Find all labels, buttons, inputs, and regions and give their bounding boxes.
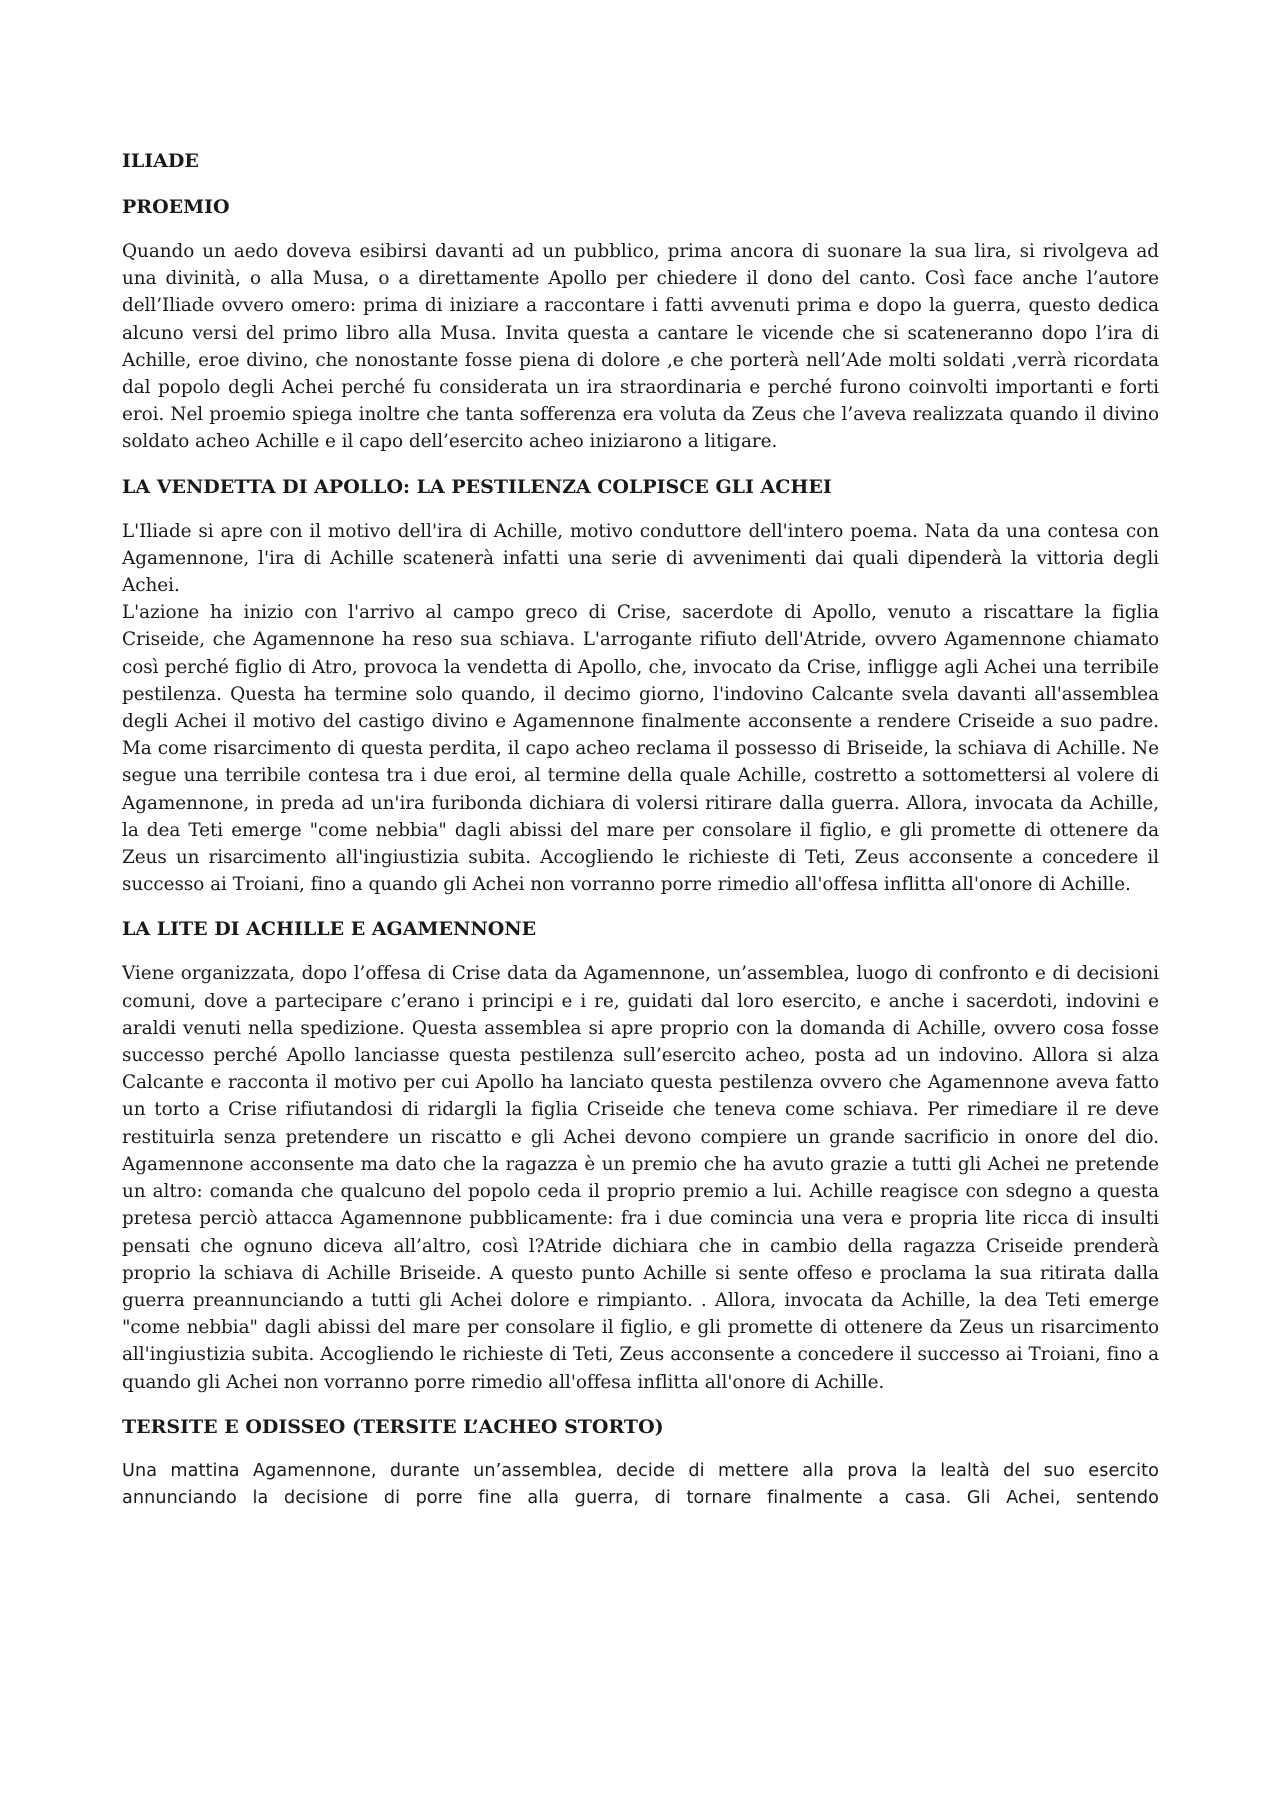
section-heading-vendetta-apollo: LA VENDETTA DI APOLLO: LA PESTILENZA COLPISCE GLI ACHEI [122,475,832,498]
section-paragraph-lite: Viene organizzata, dopo l’offesa di Crise data da Agamennone, un’assemblea, luogo di confronto e di decisioni comuni, dove a partecipare c’erano i principi e i re, guidati dal loro esercito, e anche i sacerdoti, indovini e araldi venuti nella spedizione. Questa assemblea si apre proprio con la domanda di Achille, ovvero cosa fosse successo perché Apollo lanciasse questa pestilenza sull’esercito acheo, posta ad un indovino. Allora si alza Calcante e racconta il motivo per cui Apollo ha lanciato questa pestilenza ovvero che Agamennone aveva fatto un torto a Crise rifiutandosi di ridargli la figlia Criseide che teneva come schiava. Per rimediare il re deve restituirla senza pretendere un riscatto e gli Achei devono compiere un grande sacrificio in onore del dio. Agamennone acconsente ma dato che la ragazza è un premio che ha avuto grazie a tutti gli Achei ne pretende un altro: comanda che qualcuno del popolo ceda il proprio premio a lui. Achille reagisce con sdegno a questa pretesa perciò attacca Agamennone pubblicamente: fra i due comincia una vera e propria lite ricca di insulti pensati che ognuno diceva all’altro, così l?Atride dichiara che in cambio della ragazza Criseide prenderà proprio la schiava di Achille Briseide. A questo punto Achille si sente offeso e proclama la sua ritirata dalla guerra preannunciando a tutti gli Achei dolore e rimpianto. . Allora, invocata da Achille, la dea Teti emerge "come nebbia" dagli abissi del mare per consolare il figlio, e gli promette di ottenere da Zeus un risarcimento all'ingiustizia subita. Accogliendo le richieste di Teti, Zeus acconsente a concedere il successo ai Troiani, fino a quando gli Achei non vorranno porre rimedio all'offesa inflitta all'onore di Achille. [122,963,1159,1393]
document-title: ILIADE [122,150,199,172]
section-paragraph-vendetta-apollo [122,518,1159,899]
paragraph-part-1: L'Iliade si apre con il motivo dell'ira di Achille, motivo conduttore dell'intero poema. Nata da una contesa con Agamennone, l'ira di Achille scatenerà infatti una serie di avvenimenti dai quali dipenderà la vittoria degli Achei. [122,520,1159,597]
section-paragraph-tersite: Una mattina Agamennone, durante un’assemblea, decide di mettere alla prova la lealtà del suo esercito annunciando la decisione di porre fine alla guerra, di tornare finalmente a casa. Gli Achei, sentendo [122,1460,1159,1508]
section-paragraph-proemio: Quando un aedo doveva esibirsi davanti ad un pubblico, prima ancora di suonare la sua lira, si rivolgeva ad una divinità, o alla Musa, o a direttamente Apollo per chiedere il dono del canto. Così face anche l’autore dell’Iliade ovvero omero: prima di iniziare a raccontare i fatti avvenuti prima e dopo la guerra, questo dedica alcuno versi del primo libro alla Musa. Invita questa a cantare le vicende che si scateneranno dopo l’ira di Achille, eroe divino, che nonostante fosse piena di dolore ,e che porterà nell’Ade molti soldati ,verrà ricordata dal popolo degli Achei perché fu considerata un ira straordinaria e perché furono coinvolti importanti e forti eroi. Nel proemio spiega inoltre che tanta sofferenza era voluta da Zeus che l’aveva realizzata quando il divino soldato acheo Achille e il capo dell’esercito acheo iniziarono a litigare. [122,241,1159,453]
section-heading-proemio: PROEMIO [122,196,230,218]
section-heading-tersite: TERSITE E ODISSEO (TERSITE L’ACHEO STORTO) [122,1415,664,1438]
section-heading-lite: LA LITE DI ACHILLE E AGAMENNONE [122,918,537,941]
paragraph-part-2: L'azione ha inizio con l'arrivo al campo greco di Crise, sacerdote di Apollo, venuto a riscattare la figlia Criseide, che Agamennone ha reso sua schiava. L'arrogante rifiuto dell'Atride, ovvero Agamennone chiamato così perché figlio di Atro, provoca la vendetta di Apollo, che, invocato da Crise, infligge agli Achei una terribile pestilenza. Questa ha termine solo quando, il decimo giorno, l'indovino Calcante svela davanti all'assemblea degli Achei il motivo del castigo divino e Agamennone finalmente acconsente a rendere Criseide a suo padre. Ma come risarcimento di questa perdita, il capo acheo reclama il possesso di Briseide, la schiava di Achille. Ne segue una terribile contesa tra i due eroi, al termine della quale Achille, costretto a sottomettersi al volere di Agamennone, in preda ad un'ira furibonda dichiara di volersi ritirare dalla guerra. Allora, invocata da Achille, la dea Teti emerge "come nebbia" dagli abissi del mare per consolare il figlio, e gli promette di ottenere da Zeus un risarcimento all'ingiustizia subita. Accogliendo le richieste di Teti, Zeus acconsente a concedere il successo ai Troiani, fino a quando gli Achei non vorranno porre rimedio all'offesa inflitta all'onore di Achille. [122,602,1159,896]
